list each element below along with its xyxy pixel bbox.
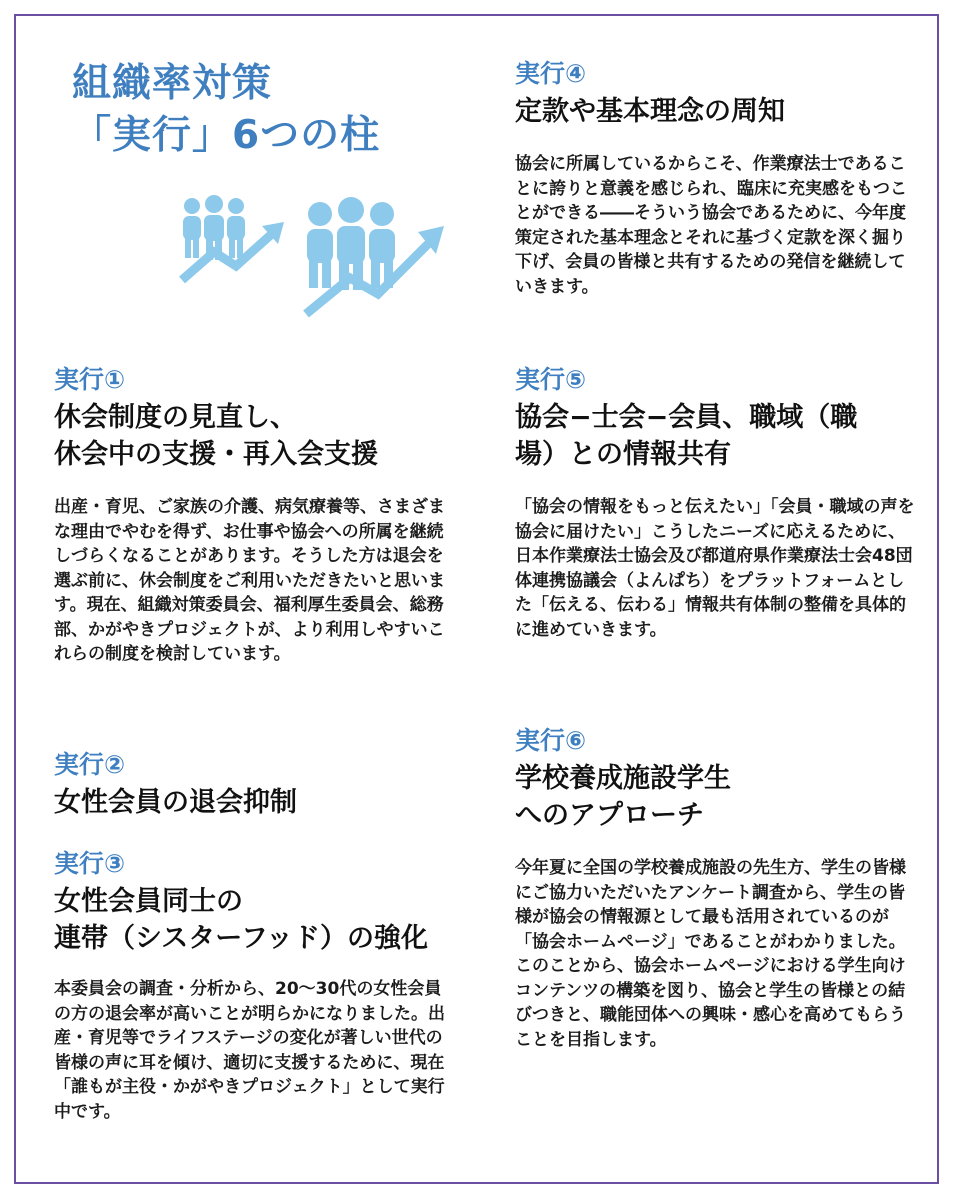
- section-heading: [54, 883, 449, 957]
- section-body: 本委員会の調査・分析から、20〜30代の女性会員の方の退会率が高いことが明らかになりました。出産・育児等でライフステージの変化が著しい世代の皆様の声に耳を傾け、適切に支援するために、現在「誰もが主役・かがやきプロジェクト」として実行中です。: [54, 979, 445, 1122]
- section-body: 協会に所属しているからこそ、作業療法士であることに誇りと意義を感じられ、臨床に充実感をもつことができる――そういう協会であるために、今年度策定された基本理念とそれに基づく定款を深く掘り下げ、会員の皆様と共有するための発信を継続していきます。: [515, 154, 908, 297]
- section-jikko-6: [515, 725, 915, 1052]
- section-heading-line: 休会制度の見直し、: [54, 402, 297, 433]
- page-title: [72, 58, 380, 162]
- section-heading-line: 協会−士会−会員、職域（職: [515, 402, 858, 433]
- section-label: 実行⑥: [515, 726, 587, 755]
- section-heading-line: 場）との情報共有: [515, 439, 731, 470]
- section-jikko-4: [515, 58, 915, 299]
- section-label: 実行②: [54, 750, 126, 779]
- section-heading: [515, 760, 915, 834]
- section-label: 実行④: [515, 59, 587, 88]
- section-heading-line: 定款や基本理念の周知: [515, 96, 785, 127]
- section-heading-line: へのアプローチ: [515, 800, 704, 831]
- section-heading: [54, 399, 454, 473]
- section-label: 実行③: [54, 849, 126, 878]
- section-heading-line: 連帯（シスターフッド）の強化: [54, 923, 428, 954]
- section-label: 実行⑤: [515, 365, 587, 394]
- section-jikko-2: [54, 749, 454, 821]
- section-body: 今年夏に全国の学校養成施設の先生方、学生の皆様にご協力いただいたアンケート調査から、学生の皆様が協会の情報源として最も活用されているのが「協会ホームページ」であることがわかりました。このことから、協会ホームページにおける学生向けコンテンツの構築を図り、協会と学生の皆様との結びつきと、職能団体への興味・感心を高めてもらうことを目指します。: [515, 858, 906, 1050]
- page-title-line1: 組織率対策: [72, 61, 273, 106]
- section-heading-line: 女性会員同士の: [54, 886, 243, 917]
- section-heading-line: 女性会員の退会抑制: [54, 787, 297, 818]
- section-label: 実行①: [54, 365, 126, 394]
- section-jikko-1: [54, 364, 454, 667]
- section-body: 「協会の情報をもっと伝えたい」「会員・職域の声を協会に届けたい」こうしたニーズに応えるために、日本作業療法士協会及び都道府県作業療法士会48団体連携協議会（よんぱち）をプラットフォームとした「伝える、伝わる」情報共有体制の整備を具体的に進めていきます。: [515, 497, 915, 640]
- section-body: 出産・育児、ご家族の介護、病気療養等、さまざまな理由でやむを得ず、お仕事や協会への所属を継続しづらくなることがあります。そうした方は退会を選ぶ前に、休会制度をご利用いただきたいと思います。現在、組織対策委員会、福利厚生委員会、総務部、かがやきプロジェクトが、より利用しやすいこれらの制度を検討しています。: [54, 497, 445, 664]
- section-heading-line: 学校養成施設学生: [515, 763, 731, 794]
- page-title-line2: 「実行」6つの柱: [72, 113, 381, 158]
- section-jikko-3: [54, 848, 449, 1124]
- section-heading: [515, 93, 915, 130]
- people-growth-arrow-icon: [178, 192, 448, 322]
- section-jikko-5: [515, 364, 915, 642]
- section-heading-line: 休会中の支援・再入会支援: [54, 439, 378, 470]
- section-heading: [54, 784, 454, 821]
- section-heading: [515, 399, 915, 473]
